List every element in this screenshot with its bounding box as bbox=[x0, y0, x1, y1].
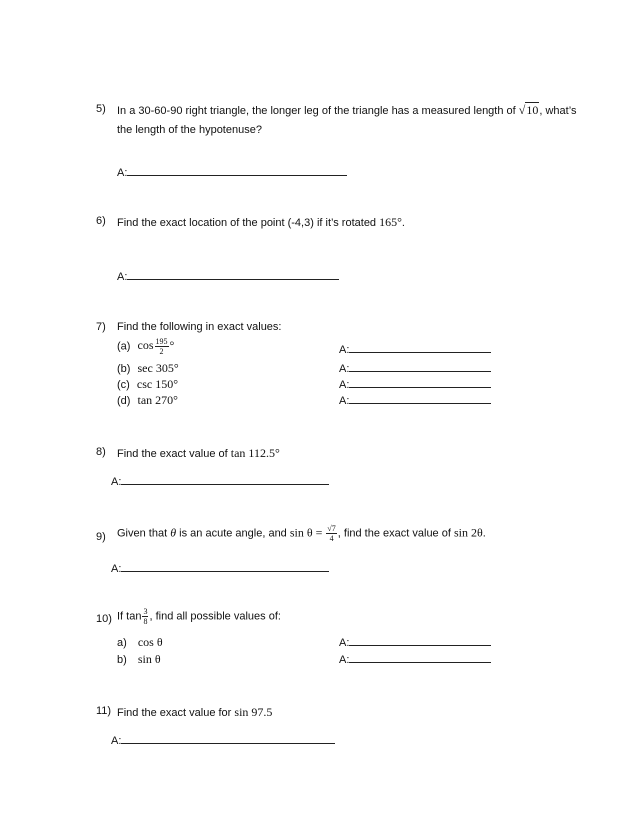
q5-text: In a 30-60-90 right triangle, the longer leg of the triangle has a measured length of bbox=[117, 105, 519, 117]
q9-fraction bbox=[326, 524, 336, 543]
q7-answer-c-line[interactable] bbox=[349, 377, 491, 388]
q9-text-3: , find the exact value of bbox=[337, 527, 454, 540]
q8-expr: tan 112.5° bbox=[230, 446, 280, 460]
q10-fraction bbox=[142, 607, 148, 626]
q5-line1 bbox=[117, 103, 576, 118]
q11-answer-line[interactable] bbox=[121, 733, 335, 744]
q5-number: 5) bbox=[96, 103, 106, 115]
q10-answer-a bbox=[339, 635, 491, 649]
q8-text: Find the exact value of bbox=[117, 448, 231, 460]
q7-a-fn: cos bbox=[137, 338, 154, 353]
q10-text-1: If tan bbox=[117, 610, 142, 623]
q10-answer-a-line[interactable] bbox=[349, 635, 491, 646]
q9-radicand: 7 bbox=[331, 524, 336, 533]
q6-angle: 165° bbox=[379, 215, 402, 229]
q6-number: 6) bbox=[96, 215, 106, 227]
q11-text: Find the exact value for bbox=[117, 707, 235, 719]
q6-answer-line[interactable] bbox=[127, 269, 339, 280]
q10-answer-b-line[interactable] bbox=[349, 652, 491, 663]
q7-part-a bbox=[117, 337, 174, 356]
q10-text-2: , find all possible values of: bbox=[149, 610, 281, 623]
q7-d-label: (d) bbox=[117, 395, 131, 407]
q9-end: . bbox=[482, 527, 486, 540]
q5-line2: the length of the hypotenuse? bbox=[117, 124, 262, 136]
q7-answer-c-label: A: bbox=[339, 379, 350, 391]
q7-c-expr: csc 150° bbox=[136, 377, 179, 391]
q7-answer-d-line[interactable] bbox=[349, 393, 491, 404]
q7-c-label: (c) bbox=[117, 379, 130, 391]
q7-answer-b-line[interactable] bbox=[349, 361, 491, 372]
q9-sin-expr: sin θ = bbox=[289, 525, 326, 540]
q7-part-c bbox=[117, 377, 178, 392]
q11-expr: sin 97.5 bbox=[234, 705, 273, 719]
q5-sqrt: √10 bbox=[518, 103, 539, 117]
q7-a-label: (a) bbox=[117, 340, 131, 353]
q6-end: . bbox=[401, 217, 405, 229]
q10-numerator: 3 bbox=[143, 607, 148, 616]
q6-answer bbox=[117, 269, 339, 283]
q5-answer-line[interactable] bbox=[127, 165, 347, 176]
q8-number: 8) bbox=[96, 446, 106, 458]
q11-answer bbox=[111, 733, 335, 747]
q9-answer-label: A: bbox=[111, 563, 122, 575]
q7-part-d bbox=[117, 393, 178, 408]
q7-d-expr: tan 270° bbox=[137, 393, 178, 407]
q10-b-expr: sin θ bbox=[137, 652, 161, 666]
q10-number: 10) bbox=[96, 613, 112, 625]
q7-answer-d bbox=[339, 393, 491, 407]
q5-text-end: , what’s bbox=[539, 105, 577, 117]
q11-line bbox=[117, 705, 272, 720]
q7-answer-a bbox=[339, 342, 491, 356]
q7-answer-a-label: A: bbox=[339, 344, 350, 356]
q9-line bbox=[117, 524, 486, 543]
q7-part-b bbox=[117, 361, 179, 376]
q9-numerator: √7 bbox=[327, 524, 336, 533]
q9-theta: θ bbox=[170, 525, 177, 540]
q10-answer-b-label: A: bbox=[339, 654, 350, 666]
q10-part-a bbox=[117, 635, 163, 650]
q8-answer-label: A: bbox=[111, 476, 122, 488]
q9-answer bbox=[111, 561, 329, 575]
q7-a-numerator: 195 bbox=[155, 337, 168, 346]
q10-b-label: b) bbox=[117, 654, 127, 666]
q10-line bbox=[117, 607, 281, 626]
q8-answer bbox=[111, 474, 329, 488]
q5-radicand: 10 bbox=[526, 103, 539, 117]
q6-text: Find the exact location of the point (-4,3) if it’s rotated bbox=[117, 217, 380, 229]
q11-answer-label: A: bbox=[111, 735, 122, 747]
q5-answer-label: A: bbox=[117, 167, 128, 179]
q7-b-label: (b) bbox=[117, 363, 131, 375]
q9-expr2: sin 2θ bbox=[453, 525, 483, 540]
q10-a-label: a) bbox=[117, 637, 127, 649]
q7-a-fraction bbox=[155, 337, 169, 356]
q6-line bbox=[117, 215, 405, 230]
q7-b-expr: sec 305° bbox=[137, 361, 179, 375]
q9-denominator: 4 bbox=[329, 534, 334, 543]
q7-answer-b bbox=[339, 361, 491, 375]
q7-number: 7) bbox=[96, 321, 106, 333]
q7-a-denominator: 2 bbox=[159, 347, 164, 356]
q8-answer-line[interactable] bbox=[121, 474, 329, 485]
q7-answer-d-label: A: bbox=[339, 395, 350, 407]
q9-text-2: is an acute angle, and bbox=[176, 527, 290, 540]
q7-a-degree: ° bbox=[169, 338, 175, 353]
q11-number: 11) bbox=[96, 705, 112, 717]
q10-answer-b bbox=[339, 652, 491, 666]
q8-line bbox=[117, 446, 280, 461]
q7-intro: Find the following in exact values: bbox=[117, 321, 282, 333]
q7-answer-b-label: A: bbox=[339, 363, 350, 375]
q5-answer bbox=[117, 165, 347, 179]
q7-answer-a-line[interactable] bbox=[349, 342, 491, 353]
q10-a-expr: cos θ bbox=[137, 635, 163, 649]
q7-answer-c bbox=[339, 377, 491, 391]
q9-answer-line[interactable] bbox=[121, 561, 329, 572]
q10-denominator: 8 bbox=[143, 617, 148, 626]
q9-text-1: Given that bbox=[117, 527, 171, 540]
q6-answer-label: A: bbox=[117, 271, 128, 283]
q10-answer-a-label: A: bbox=[339, 637, 350, 649]
q9-number: 9) bbox=[96, 531, 106, 543]
q10-part-b bbox=[117, 652, 161, 667]
